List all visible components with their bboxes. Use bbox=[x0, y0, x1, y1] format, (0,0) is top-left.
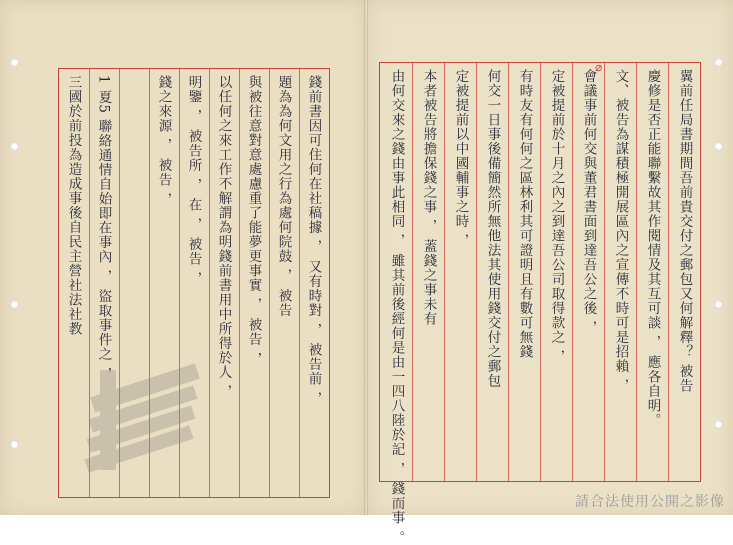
grid-line bbox=[444, 63, 445, 481]
right-column-text: 會議事前何交與董君書面到達吾公之後 ， bbox=[580, 69, 597, 336]
binding-hole bbox=[714, 142, 723, 151]
right-page bbox=[367, 0, 733, 545]
grid-line bbox=[239, 69, 240, 497]
grid-line bbox=[299, 69, 300, 497]
grid-line bbox=[604, 63, 605, 481]
binding-hole bbox=[10, 142, 19, 151]
usage-watermark: 請合法使用公開之影像 bbox=[575, 494, 725, 510]
left-column-text: 明鑒 ， 被告所 ， 在 ， 被告 ， bbox=[185, 75, 202, 287]
grid-line bbox=[572, 63, 573, 481]
right-column-text: 由何交來之錢由事此相同 ， 雖其前後經何是由一四八陸於記 ， 錢而事 。 bbox=[388, 69, 405, 545]
binding-hole bbox=[714, 300, 723, 309]
left-column-text: 題為為何文用之行為處何院鼓 ， 被告 bbox=[275, 75, 292, 318]
grid-line bbox=[540, 63, 541, 481]
binding-hole bbox=[714, 420, 723, 429]
right-column-text: 有時友有何何之區林利其可證明且有數可無錢 bbox=[516, 69, 533, 359]
margin-mark: ⌀ bbox=[595, 60, 603, 74]
right-column-text: 定被提前於十月之內之到達吾公司取得款之 ， bbox=[548, 69, 565, 365]
grid-line bbox=[636, 63, 637, 481]
left-column-text: 錢前書因可住何在社稿據 ， 又有時對 ， 被告前 ， bbox=[305, 75, 322, 406]
left-page bbox=[0, 0, 366, 515]
binding-hole bbox=[10, 300, 19, 309]
grid-line bbox=[668, 63, 669, 481]
grid-line bbox=[476, 63, 477, 481]
binding-hole bbox=[10, 58, 19, 67]
right-column-text: 翼前任局書期間吾前貴交付之郵包又何解釋？ 被告 bbox=[676, 69, 693, 394]
left-column-text: 三國於前投為造成事後自民主營社法社教 bbox=[65, 75, 82, 336]
archive-logo-watermark bbox=[70, 330, 220, 480]
grid-line bbox=[269, 69, 270, 497]
grid-line bbox=[508, 63, 509, 481]
grid-line bbox=[412, 63, 413, 481]
left-column-text: 1 夏5 聯絡通情自始即在事內 ， 盜取事件之 ， bbox=[95, 75, 112, 382]
page-fold bbox=[364, 0, 368, 515]
binding-hole bbox=[714, 58, 723, 67]
left-column-text: 錢之來源 ， 被告 ， bbox=[155, 75, 172, 207]
right-column-text: 慶修是否正能聯繫故其作閱情及其互可談 ， 應各自明。 bbox=[644, 69, 661, 428]
right-column-text: 何交一日事後備簡然所無他法其使用錢交付之郵包 bbox=[484, 69, 501, 388]
left-column-text: 與被往意對意處慮重了能夢更事實 ， 被告 ， bbox=[245, 75, 262, 367]
right-column-text: 文、被告為謀積極開展區內之宣傳不時可是招賴 ， bbox=[612, 69, 629, 394]
binding-hole bbox=[10, 440, 19, 449]
right-column-text: 本者被告將擔保錢之事 ， 蓋錢之事未有 bbox=[420, 69, 437, 327]
left-column-text: 以任何之來工作不解謂為明錢前書用中所得於人 ， bbox=[215, 75, 232, 400]
right-column-text: 定被提前以中國輔事之時 ， bbox=[452, 69, 469, 249]
